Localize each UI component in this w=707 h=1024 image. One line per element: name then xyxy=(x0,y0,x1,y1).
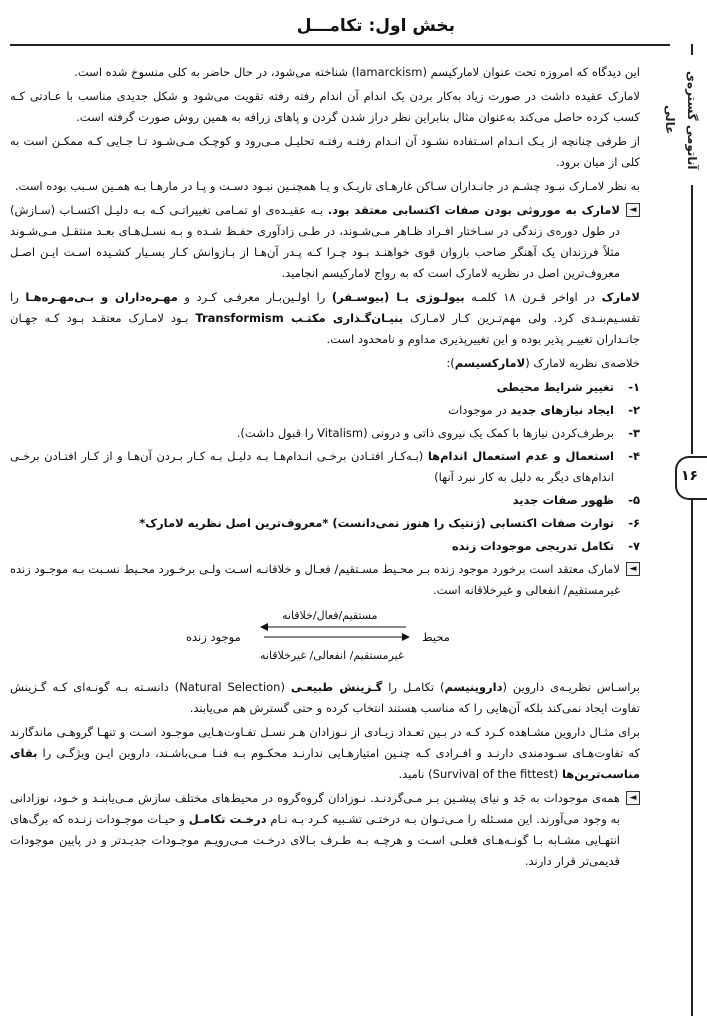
list-item xyxy=(10,423,640,444)
list-item xyxy=(10,490,640,511)
diagram-organism-label: موجود زنده xyxy=(186,630,241,644)
bullet-marker-icon: ◄ xyxy=(626,562,640,576)
text-run: همه‌ی موجودات به جَد و نیای پیشـین بـر مـی‌گردنـد. نـوزادان گروه‌گروه در محیط‌های مختلف سازش مـی‌یابنـد و خـود، نوزادانی به وجود می‌آورند. این مسـئله را مـی‌تـوان بـه درختـی تشـبیه کـرد بـه نـام xyxy=(10,791,620,826)
list-item xyxy=(10,513,640,534)
text-run: ): xyxy=(446,356,455,370)
bold-phrase: (ژنتیک را هنوز نمی‌دانست) *معروف‌ترین اصل نظریه لامارک* xyxy=(139,516,490,530)
text-run: را تقسـیم‌بنـدی کرد. ولی مهم‌تـرین کـار لامـارک xyxy=(10,290,641,325)
list-item xyxy=(10,400,640,421)
bold-phrase: تکامل تدریجی موجودات زنده xyxy=(451,539,614,553)
arrow-head-left-icon xyxy=(260,623,268,631)
text-run: ) تکامـل را xyxy=(382,680,445,694)
main-text xyxy=(10,62,640,875)
bold-phrase: استعمال و عدم استعمال اندام‌ها xyxy=(427,449,614,463)
list-number: ۱- xyxy=(628,380,640,394)
side-book-label: آناتومی گستره‌ی عالی xyxy=(681,55,703,185)
text-run: خلاصه‌ی نظریه لامارک ( xyxy=(525,356,640,370)
arrow-head-right-icon xyxy=(402,633,410,641)
bullet-paragraph xyxy=(10,559,640,601)
bold-phrase: ایجاد نیازهای جدید xyxy=(510,403,614,417)
diagram-top-label: مستقیم/فعال/خلاقانه xyxy=(282,609,378,622)
bold-phrase: گـزینش طبیعـی xyxy=(290,680,383,694)
list-number: ۵- xyxy=(628,493,640,507)
paragraph: لامارک عقیده داشت در صورت زیاد به‌کار بردن یک اندام آن اندام رفته رفته تقویت می‌شود و شکل جدیدی مناسب با عـادتی کـه کسب کرده حاصل می‌کند به‌عنوان مثال بنابراین نظر دراز شدن گردن و پاهای زرافه به همین روش صورت گرفته است. xyxy=(10,89,640,124)
bold-phrase: بقای مناسب‌ترین‌ها xyxy=(10,746,640,781)
section-title: بخش اول: تکامـــل xyxy=(296,16,455,36)
list-number: ۷- xyxy=(628,539,640,553)
text-run: (Survival of the fittest) نامید. xyxy=(398,767,562,781)
text-run: (بـه‌کـار افتـادن برخـی انـدام‌هـا بـه دلیـل بـه کـار بـردن آن‌هـا و از کـار افتـادن برخـی اندام‌های دیگر به دلیل به کار نبرد آنها) xyxy=(10,449,614,484)
bold-phrase: توارث صفات اکتسابی xyxy=(489,516,614,530)
page-header xyxy=(10,8,670,46)
paragraph xyxy=(10,287,640,350)
list-item xyxy=(10,446,640,488)
bold-phrase: لامارک به موروثی بودن صفات اکتسابی معتقد بود. xyxy=(327,203,620,217)
bold-phrase: ظهور صفات جدید xyxy=(512,493,614,507)
diagram-arrows xyxy=(260,621,410,645)
diagram-environment-label: محیط xyxy=(422,630,450,644)
list-item xyxy=(10,536,640,557)
list-number: ۲- xyxy=(628,403,640,417)
bold-phrase: درخـت تکامـل xyxy=(188,812,267,826)
text-run: لامارک معتقد است برخورد موجود زنده بـر محـیط مسـتقیم/ فعـال و خلاقانـه اسـت ولـی برخـورد محـیط نسـبت بـه موجـود زنده غیرمستقیم/ انفعالی و غیرخلاقانه است. xyxy=(10,562,620,597)
bullet-marker-icon: ◄ xyxy=(626,791,640,805)
bullet-paragraph xyxy=(10,788,640,872)
summary-heading xyxy=(10,353,640,374)
text-run: در اواخر قـرن ۱۸ کلمـه xyxy=(464,290,602,304)
page-number-tab xyxy=(675,456,707,500)
paragraph: از طرفی چنانچه از یـک انـدام اسـتفاده نشـود آن انـدام رفتـه رفتـه تحلیـل مـی‌رود و کوچـک مـی‌شـود تـا جـایی کـه ممکـن است به کلی از میان برود. xyxy=(10,134,640,169)
text-run: براسـاس نظریـه‌ی داروین ( xyxy=(502,680,640,694)
diagram-bottom-label: غیرمستقیم/ انفعالی/ غیرخلاقانه xyxy=(260,649,404,662)
bold-phrase: بیولـوژی یـا (بیوسـفر) xyxy=(331,290,465,304)
bold-phrase: لامارک xyxy=(601,290,640,304)
bold-phrase: مهـره‌داران و بـی‌مهـره‌هـا xyxy=(25,290,178,304)
text-run: برای مثـال داروین مشـاهده کـرد کـه در بـین تعـداد زیـادی از نـوزادان هـر نسـل تفـاوت‌هـایی موجـود اسـت و تنهـا گروهـی ماندگارند که تفاوت‌هـای سـودمندی دارنـد و افـرادی کـه چنـین امتیازهـایی ندارنـد محکـوم بـه فنـا مـی‌باشـند، داروین ایـن ویژگـی را xyxy=(10,725,640,760)
bullet-marker-icon: ◄ xyxy=(626,203,640,217)
bold-phrase: بنیـان‌گـذاری مکتـب Transformism xyxy=(195,311,404,325)
list-number: ۶- xyxy=(628,516,640,530)
text-run: در موجودات xyxy=(448,403,511,417)
text-run: بـود لامـارک معتقـد بـود کـه جهـان جانـداران تغییـر پذیر بوده و این تغییرپذیری مداوم و نامحدود است. xyxy=(10,311,640,346)
theory-list xyxy=(10,377,640,557)
bold-phrase: لامارکسیسم xyxy=(454,356,526,370)
page-number: ۱۶ xyxy=(681,468,699,484)
text-run: برطرف‌کردن نیازها با کمک یک نیروی ذاتی و درونی (Vitalism را قبول داشت). xyxy=(236,426,614,440)
list-number: ۴- xyxy=(628,449,640,463)
text-run: را اولـین‌بـار معرفـی کـرد و xyxy=(177,290,332,304)
paragraph: این دیدگاه که امروزه تحت عنوان لامارکیسم (lamarckism) شناخته می‌شود، در حال حاضر به کلی منسوخ شده است. xyxy=(74,65,640,79)
list-item xyxy=(10,377,640,398)
paragraph xyxy=(10,677,640,719)
paragraph: به نظر لامـارک نبـود چشـم در جانـداران سـاکن غارهـای تاریـک و یـا همچنـین نبـود دسـت و پـا در مارهـا بـه همـین سـبب بوده است. xyxy=(14,179,640,193)
text-run: و حیـات موجـودات زنـده که برگ‌های انتهـایی مشـابه بـا گونـه‌هـای فعلـی اسـت و هرچـه بـه طـرف بـالای درخـت مـی‌رویـم موجـودات جدیـدتر و در پایین موجودات قدیمی‌تر قرار دارند. xyxy=(10,812,620,868)
side-rail-lower xyxy=(691,496,693,1016)
bullet-paragraph xyxy=(10,200,640,284)
text-run: (Natural Selection) دانسـته بـه گونـه‌ای کـه گـزینش تفاوت ایجاد نمی‌کند بلکه آن‌هایی را که مناسب هستند انتخاب کرده و حتی گسترش هم می‌یابند. xyxy=(10,680,640,715)
list-number: ۳- xyxy=(628,426,640,440)
text-run: بـه عقیـده‌ی او تمـامی تغییراتـی کـه بـه دلیـل اکتسـاب (سـازش) در طول دوره‌ی زندگی در سـاختار افـراد ظـاهر مـی‌شـوند، در طـی زادآوری حفـظ شـده و بـه نسـل‌هـای بعـد منتقـل مـی‌شـوند مثلاً فرزندان یک آهنگر صاحب بازوان قوی خواهنـد بـود چـرا کـه پـدر آن‌هـا از بـازوانش کـار بسـیار کشـیده اسـت ایـن اصـل معروف‌ترین اصل در نظریه لامارک است که به رواج لامارکیسم انجامید. xyxy=(10,203,620,280)
paragraph xyxy=(10,722,640,785)
bold-phrase: تغییر شرایط محیطی xyxy=(496,380,614,394)
interaction-diagram xyxy=(10,605,640,665)
bold-phrase: داروینیسم xyxy=(444,680,503,694)
